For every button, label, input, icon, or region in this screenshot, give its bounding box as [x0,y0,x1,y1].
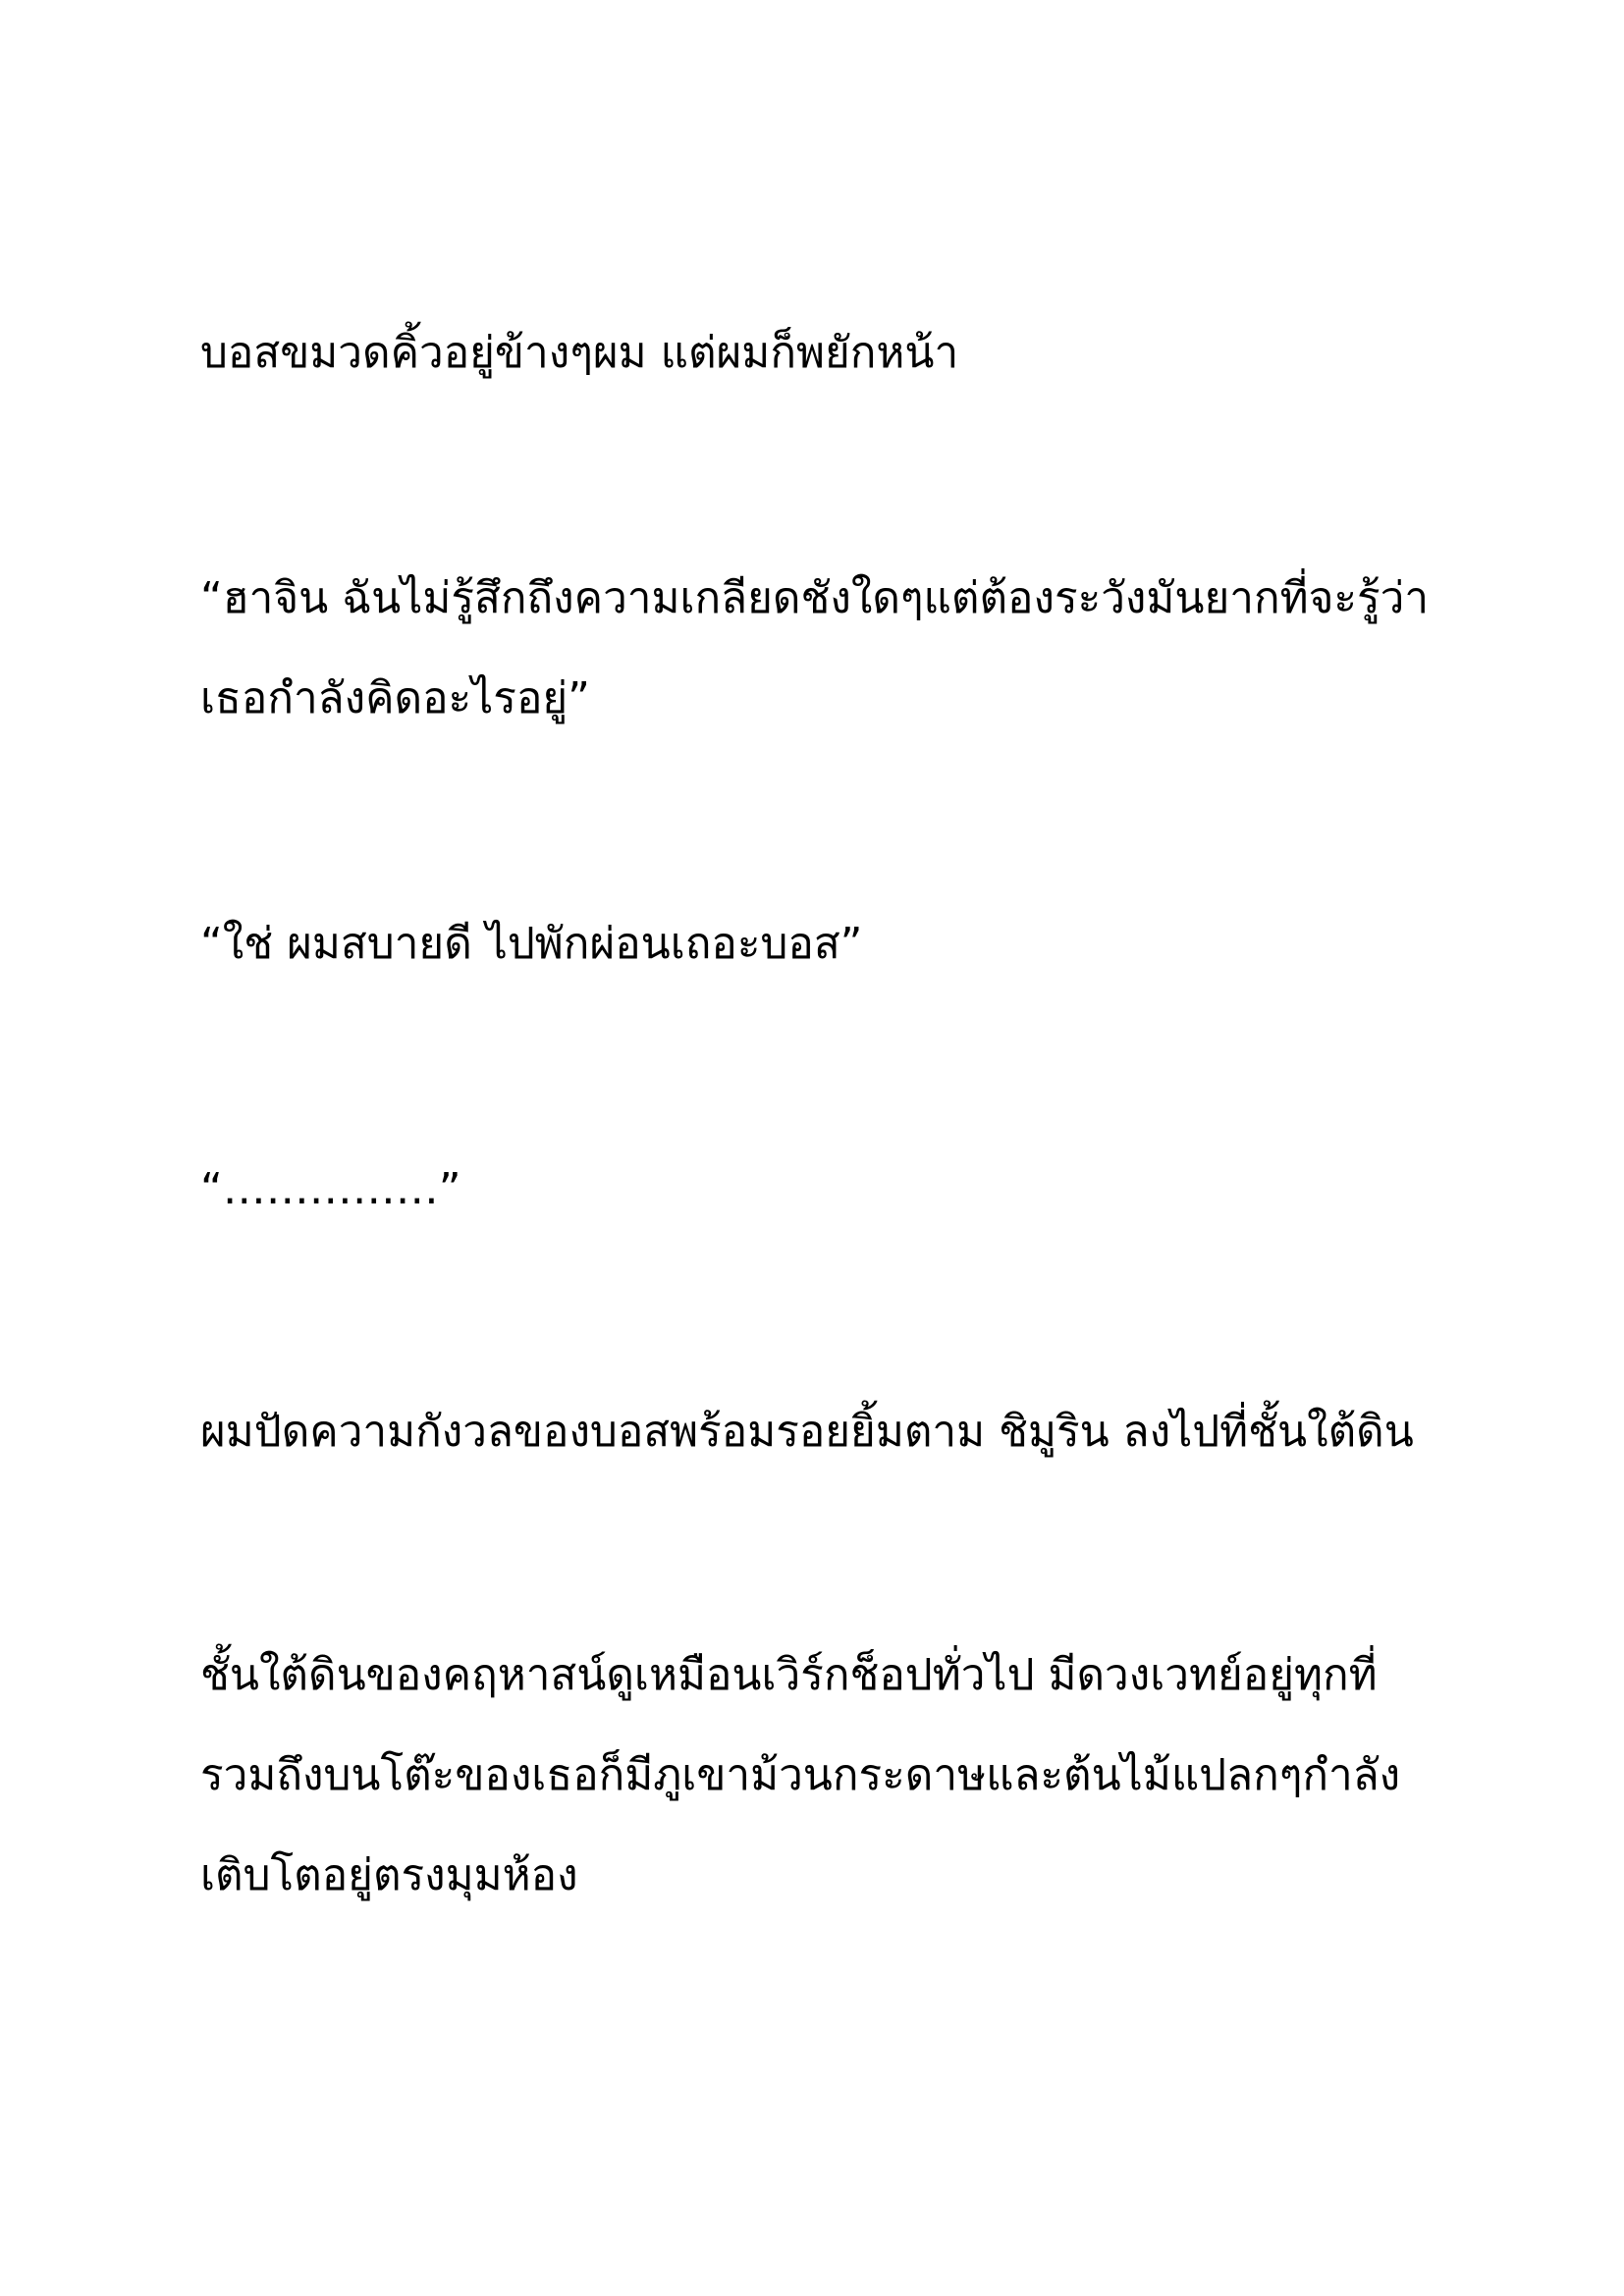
paragraph-line: บอสขมวดคิ้วอยู่ข้างๆผม แต่ผมก็พยักหน้า [200,328,959,378]
dialogue-line: เธอกำลังคิดอะไรอยู่” [200,673,590,723]
dialogue-line: “……………” [200,1164,461,1214]
paragraph-line: ชั้นใต้ดินของคฤหาสน์ดูเหมือนเวิร์กช็อปทั่วไป มีดวงเวทย์อยู่ทุกที่ [200,1650,1378,1700]
dialogue-line: “ฮาจิน ฉันไม่รู้สึกถึงความเกลียดชังใดๆแต่ต้องระวังมันยากที่จะรู้ว่า [200,573,1430,623]
paragraph-line: เติบโตอยู่ตรงมุมห้อง [200,1850,578,1900]
paragraph-line: รวมถึงบนโต๊ะของเธอก็มีภูเขาม้วนกระดาษและต้นไม้แปลกๆกำลัง [200,1750,1401,1800]
paragraph-line: ผมปัดความกังวลของบอสพร้อมรอยยิ้มตาม ชิมูริน ลงไปที่ชั้นใต้ดิน [200,1407,1414,1457]
dialogue-line: “ใช่ ผมสบายดี ไปพักผ่อนเถอะบอส” [200,919,863,969]
